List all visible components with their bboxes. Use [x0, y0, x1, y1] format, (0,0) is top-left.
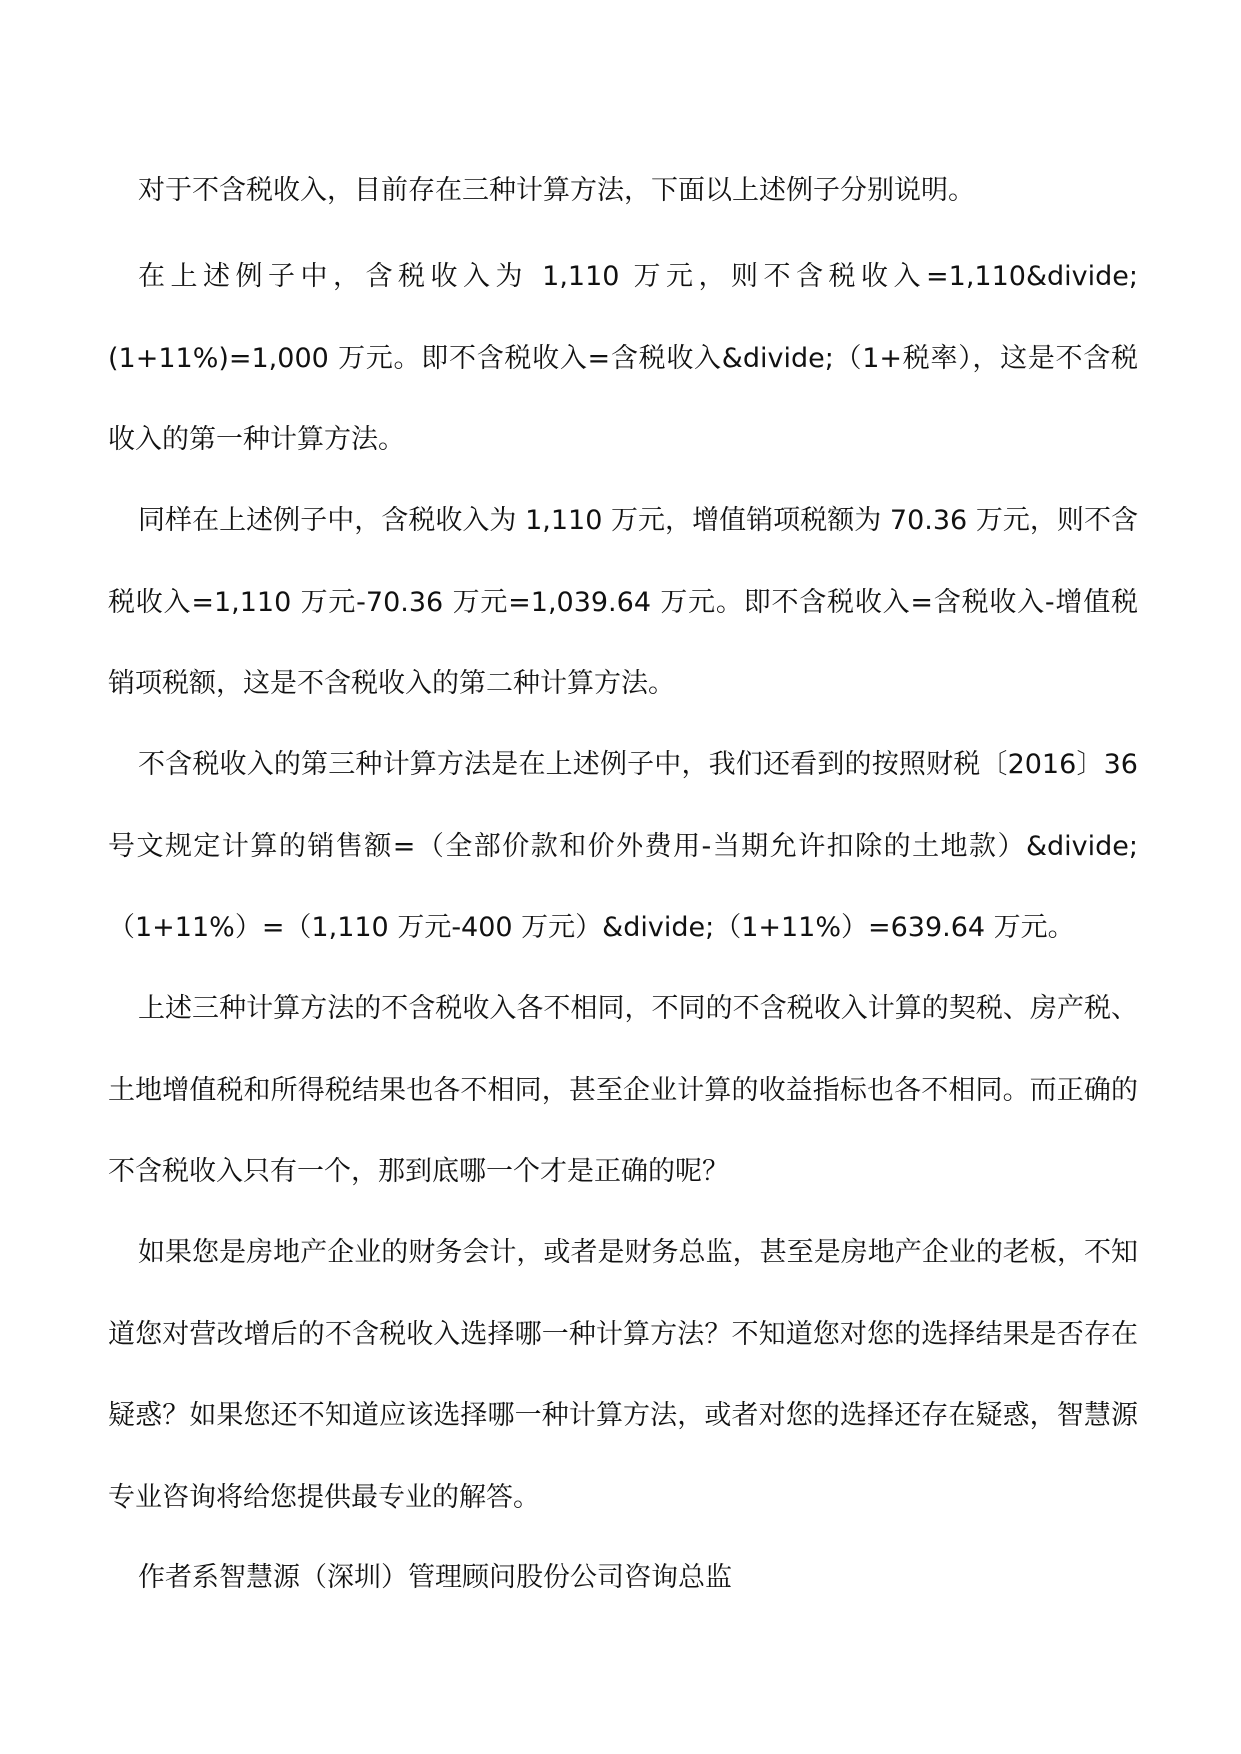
paragraph-method-one: 在上述例子中，含税收入为 1,110 万元，则不含税收入=1,110&divide;(1+11%)=1,000 万元。即不含税收入=含税收入&divide;（1+税率），这是不含税收入的第一种计算方法。 — [108, 261, 1138, 455]
paragraph-method-two: 同样在上述例子中，含税收入为 1,110 万元，增值销项税额为 70.36 万元，则不含税收入=1,110 万元-70.36 万元=1,039.64 万元。即不含税收入=含税收入-增值税销项税额，这是不含税收入的第二种计算方法。 — [108, 505, 1138, 699]
paragraph-intro: 对于不含税收入，目前存在三种计算方法，下面以上述例子分别说明。 — [138, 175, 975, 206]
paragraph-comparison: 上述三种计算方法的不含税收入各不相同，不同的不含税收入计算的契税、房产税、土地增值税和所得税结果也各不相同，甚至企业计算的收益指标也各不相同。而正确的不含税收入只有一个，那到底哪一个才是正确的呢？ — [108, 993, 1138, 1187]
paragraph-consulting: 如果您是房地产企业的财务会计，或者是财务总监，甚至是房地产企业的老板，不知道您对营改增后的不含税收入选择哪一种计算方法？不知道您对您的选择结果是否存在疑惑？如果您还不知道应该选择哪一种计算方法，或者对您的选择还存在疑惑，智慧源专业咨询将给您提供最专业的解答。 — [108, 1237, 1138, 1513]
paragraph-method-three: 不含税收入的第三种计算方法是在上述例子中，我们还看到的按照财税〔2016〕36 号文规定计算的销售额=（全部价款和价外费用-当期允许扣除的土地款）&divide;（1+11%）=（1,110 万元-400 万元）&divide;（1+11%）=639.64 万元。 — [108, 749, 1138, 943]
paragraph-author: 作者系智慧源（深圳）管理顾问股份公司咨询总监 — [138, 1562, 732, 1593]
